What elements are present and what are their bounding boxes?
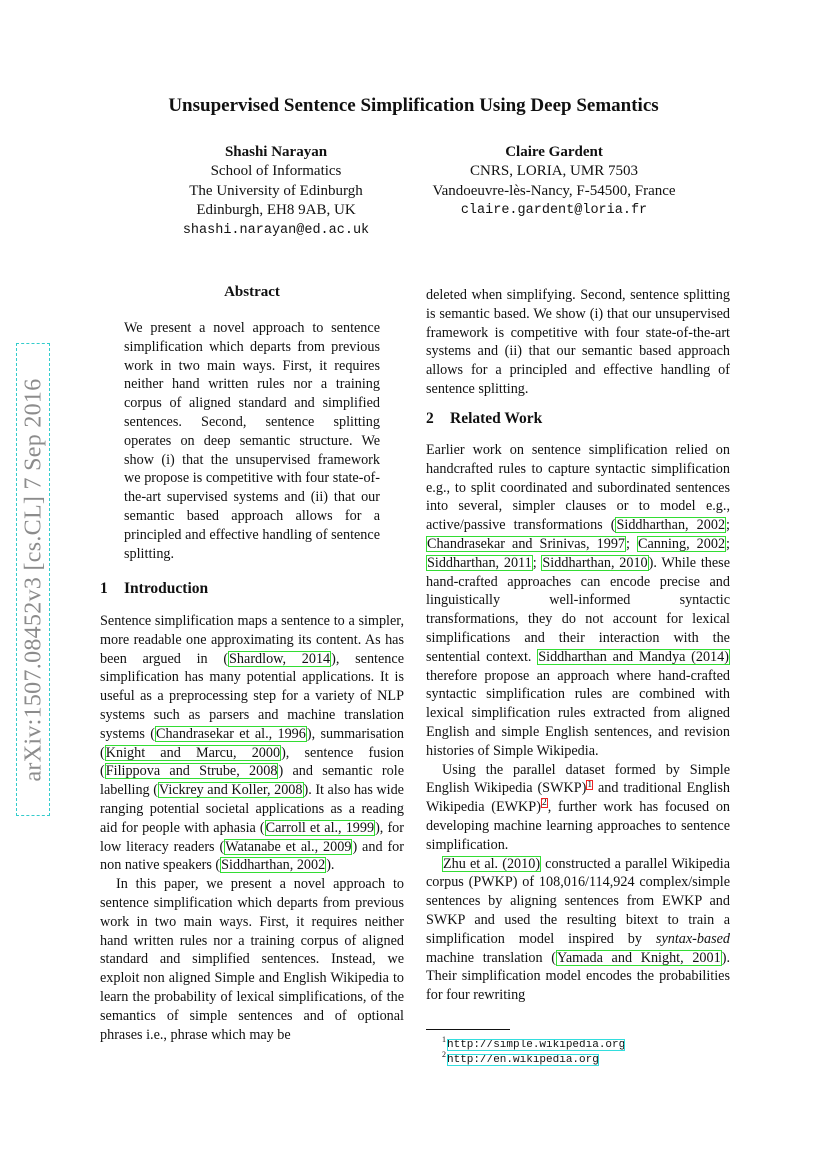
text-run: ; xyxy=(726,535,730,552)
section-heading-related-work xyxy=(426,410,542,428)
paragraph xyxy=(426,855,730,1005)
arxiv-stamp-link[interactable] xyxy=(16,343,50,816)
arxiv-stamp-text: arXiv:1507.08452v3 [cs.CL] 7 Sep 2016 xyxy=(20,378,47,782)
citation-link[interactable]: Zhu et al. (2010) xyxy=(443,855,541,872)
citation-link[interactable]: Chandrasekar and Srinivas, 1997 xyxy=(427,535,626,552)
citation-link[interactable]: Siddharthan, 2010 xyxy=(542,554,648,571)
section-heading-introduction xyxy=(100,580,208,598)
paragraph xyxy=(426,761,730,855)
section-number: 2 xyxy=(426,410,434,427)
citation-link[interactable]: Chandrasekar et al., 1996 xyxy=(155,725,306,742)
citation-link[interactable]: Filippova and Strube, 2008 xyxy=(105,763,278,780)
paper-title: Unsupervised Sentence Simplification Using Deep Semantics xyxy=(168,95,659,116)
abstract-body xyxy=(124,319,380,563)
text-run: Sentence simplification maps a sentence to a simpler, more readable one approximating its content. As has been argued in ( xyxy=(100,613,404,667)
author-email[interactable]: claire.gardent@loria.fr xyxy=(460,203,648,219)
text-run: ; xyxy=(532,554,542,571)
text-run: ), summarisation ( xyxy=(100,725,405,761)
text-run: constructed a parallel Wikipedia corpus (PWKP) of 108,016/114,924 complex/simple sentences by aligning sentences from EWKP and SWKP and used the resulting bitext to train a simplification model inspired by xyxy=(426,855,730,947)
citation-link[interactable]: Siddharthan, 2011 xyxy=(427,554,532,571)
footnote-url[interactable]: http://en.wikipedia.org xyxy=(447,1053,599,1066)
footnote-url[interactable]: http://simple.wikipedia.org xyxy=(447,1038,626,1051)
author-email[interactable]: shashi.narayan@ed.ac.uk xyxy=(182,222,370,238)
paragraph xyxy=(426,441,730,761)
text-run: ), sentence fusion ( xyxy=(100,744,404,780)
footnote-ref-link[interactable]: 1 xyxy=(587,779,593,790)
citation-link[interactable]: Shardlow, 2014 xyxy=(229,650,331,667)
section-title: Related Work xyxy=(450,410,543,427)
text-run: ; xyxy=(726,517,730,534)
citation-link[interactable]: Carroll et al., 1999 xyxy=(265,819,375,836)
introduction-body xyxy=(100,612,404,1044)
author-affiliation: Edinburgh, EH8 9AB, UK xyxy=(196,202,356,219)
author-affiliation: Vandoeuvre-lès-Nancy, F-54500, France xyxy=(432,182,676,199)
text-run: ). It also has wide ranging potential societal applications as a reading aid for people with aphasia ( xyxy=(100,782,404,836)
emphasis-text: syntax-based xyxy=(655,930,730,947)
text-run: Earlier work on sentence simplification relied on handcrafted rules to capture syntactic simplification e.g., to split coordinated and subordinated sentences into several, simpler clauses or to model e.g., active/passive transformations ( xyxy=(426,442,730,534)
footnote-rule xyxy=(426,1029,510,1030)
section-number: 1 xyxy=(100,580,108,597)
citation-link[interactable]: Siddharthan, 2002 xyxy=(616,517,726,534)
abstract-heading: Abstract xyxy=(224,284,280,300)
paragraph: deleted when simplifying. Second, sentence splitting is semantic based. We show (i) that our unsupervised framework is competitive with four state-of-the-art systems and (ii) that our semantic based approach allows for a principled and effective handling of sentence splitting. xyxy=(426,287,730,397)
text-run: ), sentence simplification has many potential applications. It is useful as a preprocessing step for a variety of NLP systems such as parsers and machine translation systems ( xyxy=(100,650,404,742)
text-run: Using the parallel dataset formed by Simple English Wikipedia (SWKP) xyxy=(426,761,730,797)
related-work-body xyxy=(426,441,730,1005)
text-run: ; xyxy=(626,535,637,552)
citation-link[interactable]: Knight and Marcu, 2000 xyxy=(105,744,281,761)
text-run: ) and semantic role labelling ( xyxy=(100,763,404,799)
text-run: therefore propose an approach where hand-crafted syntactic simplification rules are combined with lexical simplification rules extracted from aligned English and simple English sentences, and revision histories of Simple Wikipedia. xyxy=(426,667,730,759)
text-run: ). Their simplification model encodes the probabilities for four rewriting xyxy=(426,949,730,1004)
author-affiliation: School of Informatics xyxy=(210,163,342,180)
text-run: , further work has focused on developing machine learning approaches to sentence simplification. xyxy=(426,799,731,853)
author-block-1 xyxy=(150,143,402,240)
text-run: and traditional English Wikipedia (EWKP) xyxy=(426,780,730,816)
paragraph xyxy=(100,612,404,875)
right-column-body xyxy=(426,286,730,399)
author-affiliation: CNRS, LORIA, UMR 7503 xyxy=(470,163,638,180)
text-run: ), for low literacy readers ( xyxy=(100,819,404,855)
author-block-2 xyxy=(412,143,696,221)
text-run: ) and for non native speakers ( xyxy=(100,838,404,874)
text-run: machine translation ( xyxy=(426,949,557,966)
author-name: Claire Gardent xyxy=(505,144,603,160)
footnote-2 xyxy=(442,1048,599,1067)
citation-link[interactable]: Siddharthan and Mandya (2014) xyxy=(538,648,729,665)
citation-link[interactable]: Vickrey and Koller, 2008 xyxy=(158,782,303,799)
abstract-text: We present a novel approach to sentence simplification which departs from previous work in two main ways. First, it requires neither hand written rules nor a training corpus of aligned standard and simplified sentences. Second, sentence splitting operates on deep semantic structure. We show (i) that the unsupervised framework we propose is competitive with four state-of-the-art supervised systems and (ii) that our semantic based approach allows for a principled and effective handling of sentence splitting. xyxy=(124,320,380,562)
footnote-number: 1 xyxy=(442,1035,446,1044)
citation-link[interactable]: Siddharthan, 2002 xyxy=(221,857,326,874)
citation-link[interactable]: Yamada and Knight, 2001 xyxy=(557,949,721,966)
text-run: ). While these hand-crafted approaches can encode precise and linguistically well-informed syntactic transformations, they do not account for lexical simplifications and their interaction with the sentential context. xyxy=(426,554,730,665)
citation-link[interactable]: Canning, 2002 xyxy=(638,535,726,552)
footnote-ref-link[interactable]: 2 xyxy=(541,798,547,809)
author-name: Shashi Narayan xyxy=(224,144,328,160)
citation-link[interactable]: Watanabe et al., 2009 xyxy=(225,838,352,855)
paragraph: In this paper, we present a novel approach to sentence simplification which departs from previous work in two main ways. First, it requires neither hand written rules nor a training corpus of aligned standard and simplified sentences. Instead, we exploit non aligned Simple and English Wikipedia to learn the probability of lexical simplifications, of the semantics of simple sentences and of optional phrases i.e., phrase which may be xyxy=(100,876,404,1043)
section-title: Introduction xyxy=(124,580,209,597)
text-run: ). xyxy=(326,857,335,874)
author-affiliation: The University of Edinburgh xyxy=(189,182,363,199)
footnote-number: 2 xyxy=(442,1050,446,1059)
